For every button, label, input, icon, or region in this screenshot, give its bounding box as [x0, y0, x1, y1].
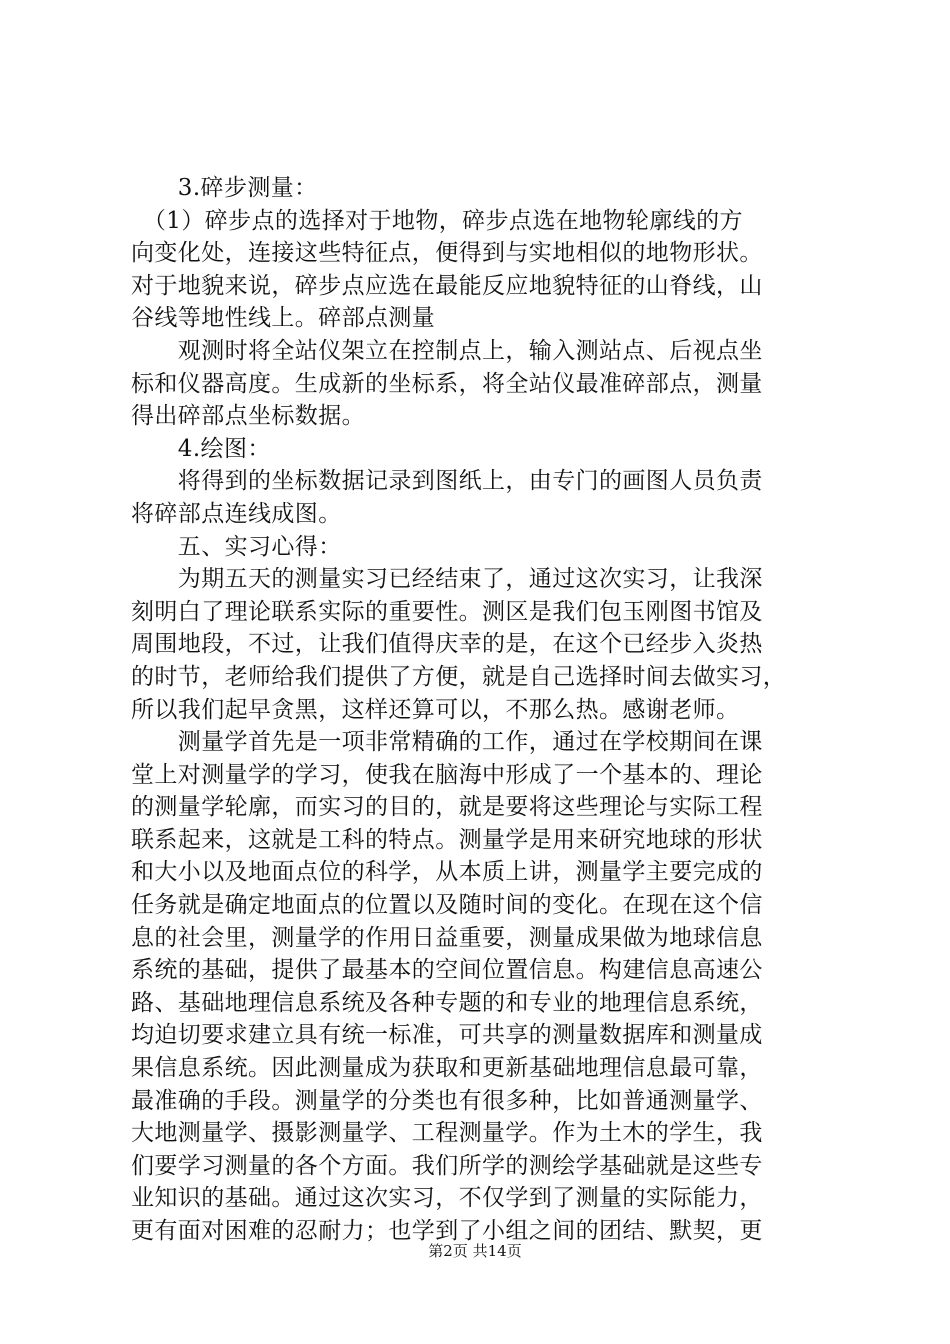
- text-line: 们要学习测量的各个方面。我们所学的测绘学基础就是这些专: [131, 1152, 763, 1179]
- text-line: 最准确的手段。测量学的分类也有很多种，比如普通测量学、: [131, 1087, 763, 1114]
- text-line: 联系起来，这就是工科的特点。测量学是用来研究地球的形状: [131, 826, 763, 853]
- text-line: 均迫切要求建立具有统一标准，可共享的测量数据库和测量成: [131, 1022, 763, 1049]
- text-line: 的时节，老师给我们提供了方便，就是自己选择时间去做实习，: [131, 663, 787, 690]
- text-line: 3.碎步测量：: [131, 175, 318, 201]
- text-line: 观测时将全站仪架立在控制点上，输入测站点、后视点坐: [131, 337, 763, 364]
- text-line: 业知识的基础。通过这次实习，不仅学到了测量的实际能力，: [131, 1185, 763, 1212]
- page-footer: 第2页 共14页: [428, 1242, 522, 1260]
- text-line: 刻明白了理论联系实际的重要性。测区是我们包玉刚图书馆及: [131, 598, 763, 625]
- text-line: 堂上对测量学的学习，使我在脑海中形成了一个基本的、理论: [131, 761, 763, 788]
- text-line: 所以我们起早贪黑，这样还算可以，不那么热。感谢老师。: [131, 696, 740, 723]
- text-line: 和大小以及地面点位的科学，从本质上讲，测量学主要完成的: [131, 859, 763, 886]
- text-line: 周围地段，不过，让我们值得庆幸的是，在这个已经步入炎热: [131, 631, 763, 658]
- text-line: 4.绘图：: [131, 435, 271, 462]
- text-line: 得出碎部点坐标数据。: [131, 403, 365, 430]
- text-line: 将碎部点连线成图。: [131, 500, 342, 527]
- text-line: 谷线等地性线上。碎部点测量: [131, 305, 436, 332]
- text-line: （1）碎步点的选择对于地物，碎步点选在地物轮廓线的方: [131, 207, 743, 234]
- text-line: 果信息系统。因此测量成为获取和更新基础地理信息最可靠，: [131, 1055, 763, 1082]
- text-line: 测量学首先是一项非常精确的工作，通过在学校期间在课: [131, 729, 763, 756]
- text-line: 标和仪器高度。生成新的坐标系，将全站仪最准碎部点，测量: [131, 370, 763, 397]
- text-line: 大地测量学、摄影测量学、工程测量学。作为土木的学生，我: [131, 1120, 763, 1147]
- text-line: 更有面对困难的忍耐力；也学到了小组之间的团结、默契，更: [131, 1218, 763, 1244]
- text-line: 向变化处，连接这些特征点，便得到与实地相似的地物形状。: [131, 240, 763, 267]
- text-line: 的测量学轮廓，而实习的目的，就是要将这些理论与实际工程: [131, 794, 763, 821]
- text-line: 息的社会里，测量学的作用日益重要，测量成果做为地球信息: [131, 924, 763, 951]
- text-line: 五、实习心得：: [131, 533, 342, 560]
- text-line: 为期五天的测量实习已经结束了，通过这次实习，让我深: [131, 566, 763, 593]
- text-line: 路、基础地理信息系统及各种专题的和专业的地理信息系统，: [131, 989, 763, 1016]
- text-line: 任务就是确定地面点的位置以及随时间的变化。在现在这个信: [131, 892, 763, 919]
- text-line: 系统的基础，提供了最基本的空间位置信息。构建信息高速公: [131, 957, 763, 984]
- text-line: 将得到的坐标数据记录到图纸上，由专门的画图人员负责: [131, 468, 763, 495]
- text-line: 对于地貌来说，碎步点应选在最能反应地貌特征的山脊线，山: [131, 272, 763, 299]
- body-text: [131, 172, 831, 1248]
